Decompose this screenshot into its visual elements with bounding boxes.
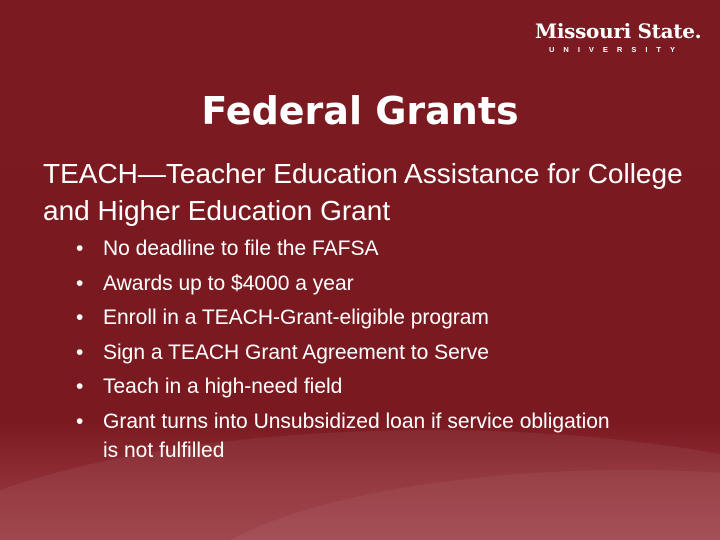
bullet-item: [0, 338, 623, 367]
bullet-icon: •: [76, 340, 84, 364]
logo-subtitle: UNIVERSITY: [548, 45, 684, 54]
university-logo: [535, 19, 702, 54]
slide-title: Federal Grants: [201, 89, 519, 133]
logo-wordmark: Missouri State.: [535, 19, 702, 43]
bullet-text: Teach in a high-need field: [103, 375, 343, 398]
bullet-item: [0, 303, 623, 332]
bullet-icon: •: [76, 409, 84, 433]
bullet-icon: •: [76, 306, 84, 329]
bullet-item: [0, 234, 623, 263]
bullet-text: Awards up to $4000 a year: [103, 271, 354, 295]
bullet-text: Sign a TEACH Grant Agreement to Serve: [103, 340, 489, 364]
bullet-text: No deadline to file the FAFSA: [103, 237, 379, 260]
bullet-icon: •: [76, 271, 84, 295]
bullet-icon: •: [76, 237, 84, 260]
bullet-list: [0, 234, 720, 470]
bullet-item: [0, 407, 623, 465]
bullet-item: [0, 269, 623, 298]
bullet-item: [0, 372, 623, 401]
bullet-text: Grant turns into Unsubsidized loan if service obligation is not fulfilled: [103, 409, 610, 462]
bullet-text: Enroll in a TEACH-Grant-eligible program: [103, 306, 489, 329]
slide-subheading: TEACH—Teacher Education Assistance for College and Higher Education Grant: [43, 158, 683, 226]
bullet-icon: •: [76, 375, 84, 398]
